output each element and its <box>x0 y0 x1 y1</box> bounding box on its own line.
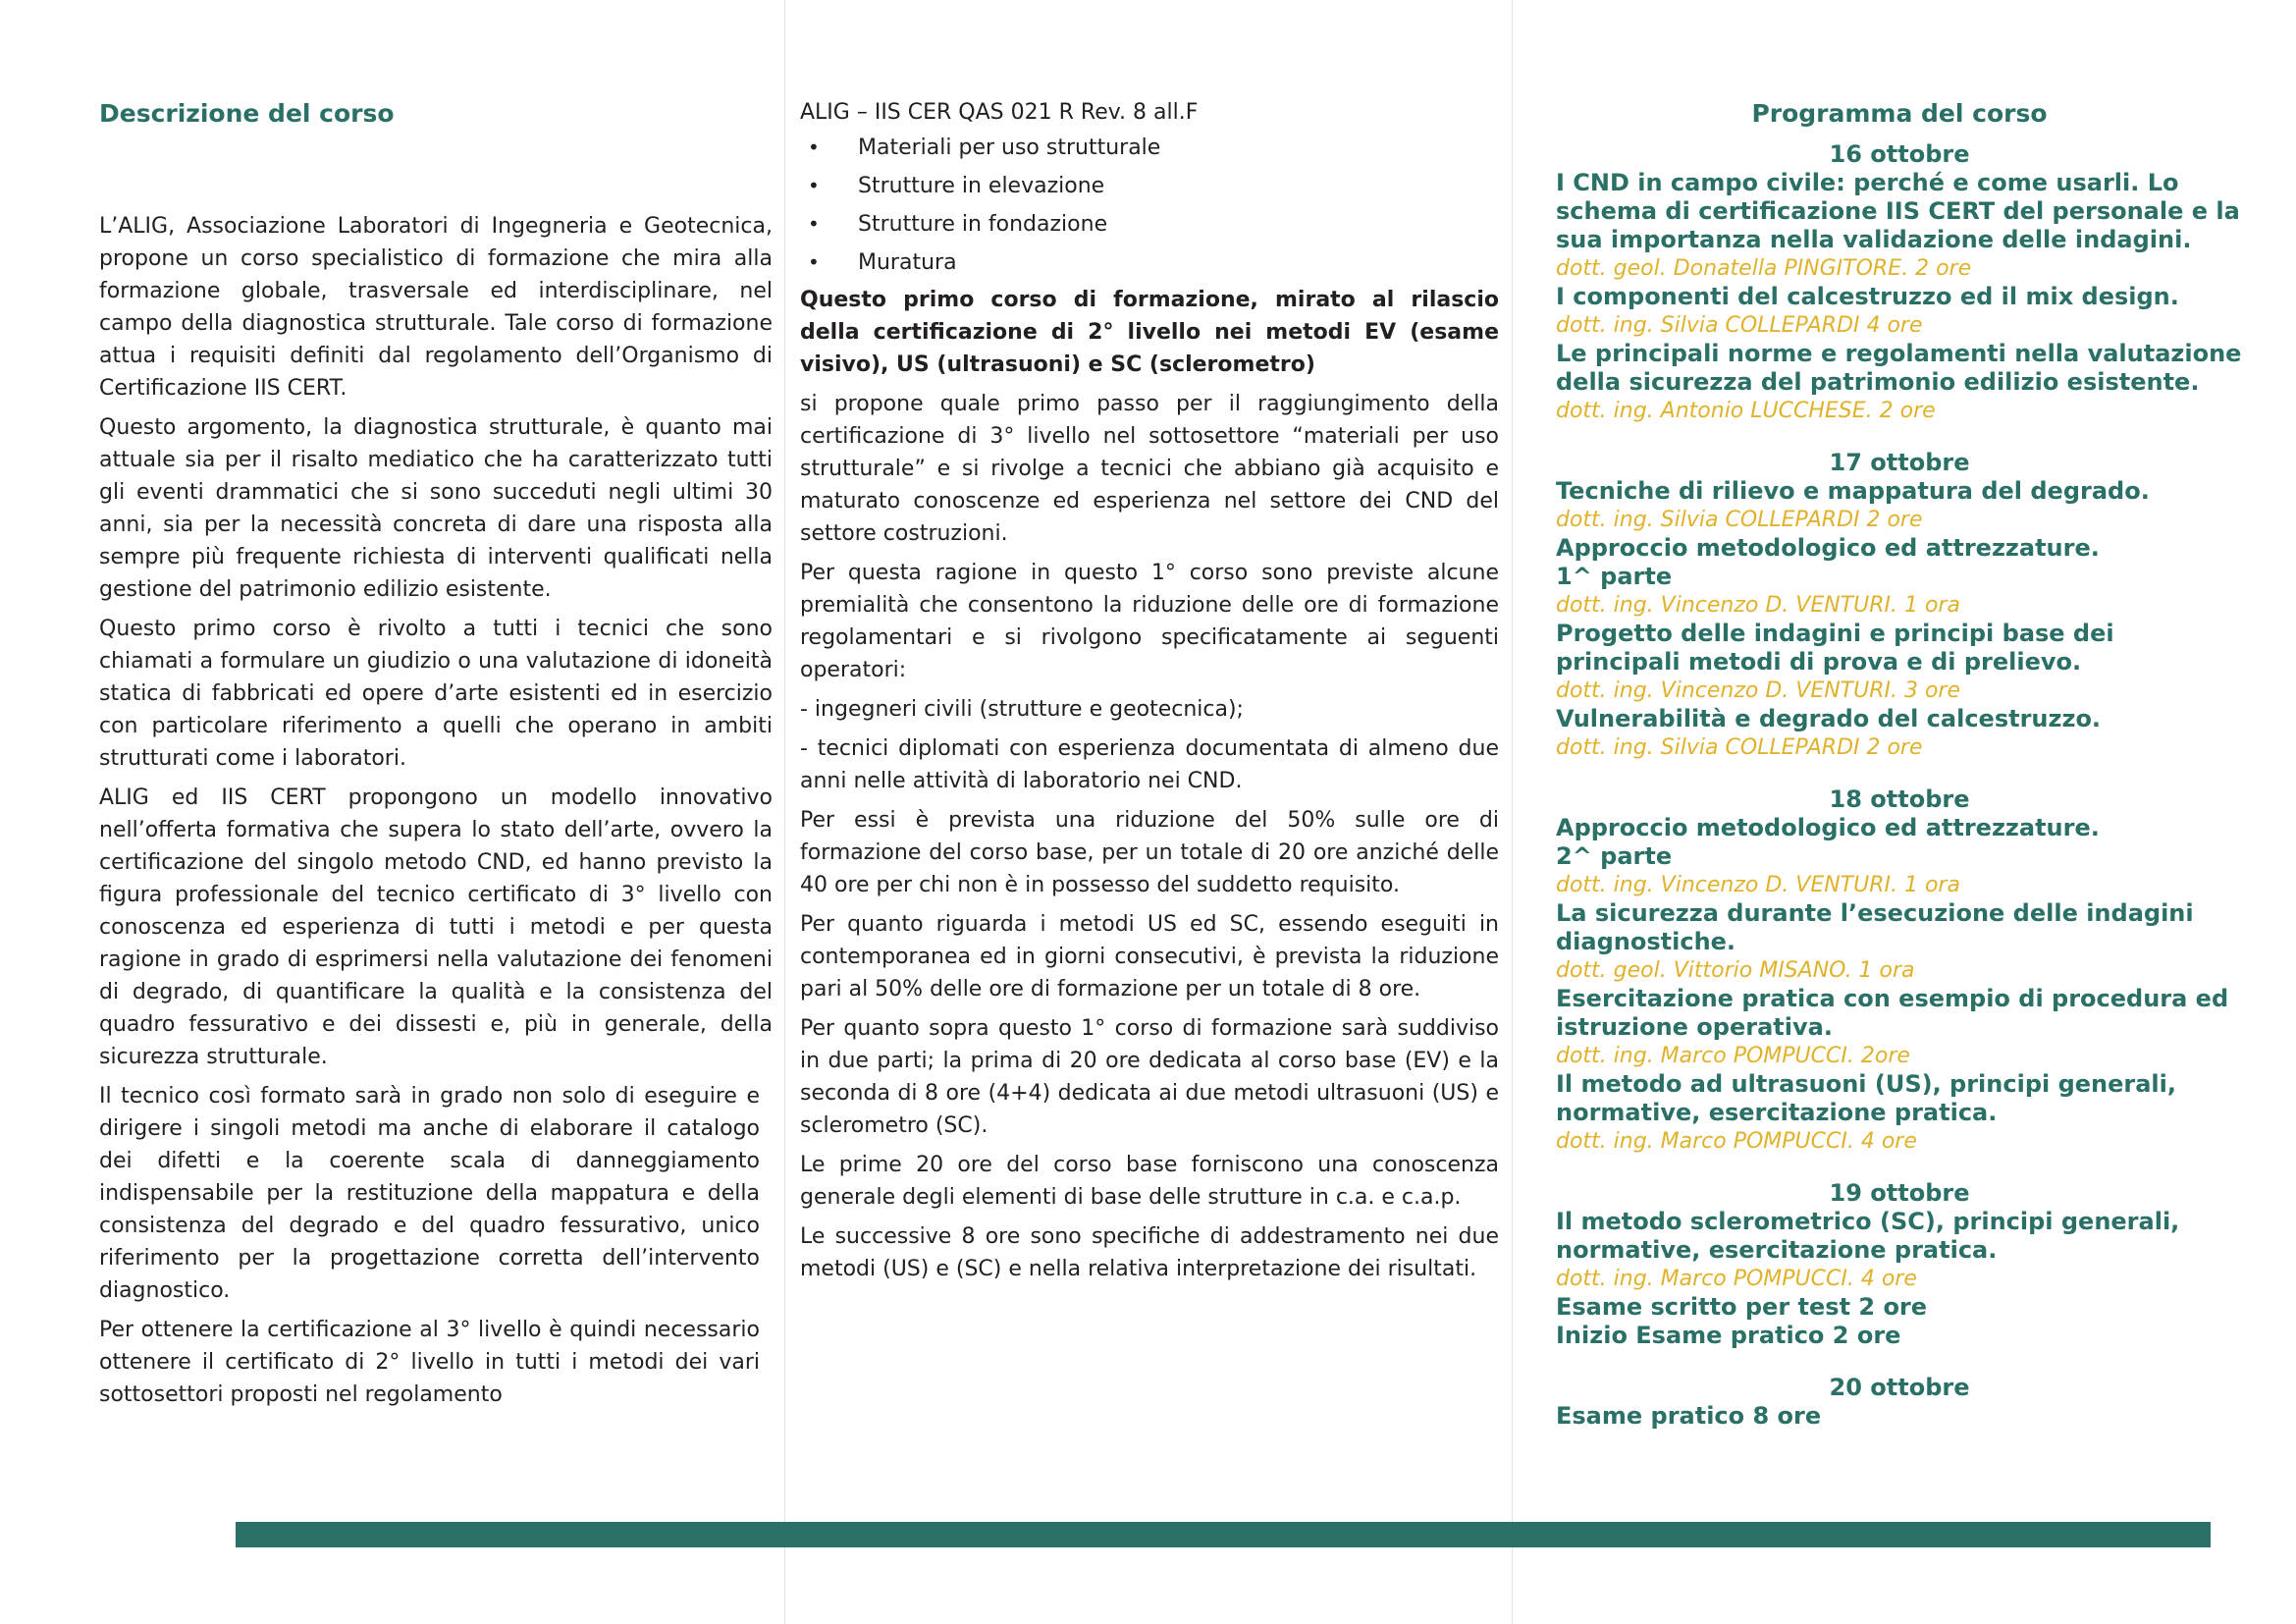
list-item-label: Strutture in elevazione <box>858 174 1105 198</box>
bullet-icon: • <box>808 250 820 274</box>
session-topic: Tecniche di rilievo e mappatura del degrado. <box>1556 477 2150 505</box>
session-speaker: dott. ing. Silvia COLLEPARDI 2 ore <box>1556 508 1923 532</box>
details-paragraph: si propone quale primo passo per il raggiungimento della certificazione di 3° livello nel sottosettore “materiali per uso strutturale” e si rivolge a tecnici che abbiano già acquisito e maturato conoscenze ed esperienza nel settore dei CND del settore costruzioni. <box>800 392 1499 546</box>
course-description-heading: Descrizione del corso <box>99 99 395 128</box>
bullet-icon: • <box>808 174 820 197</box>
list-item <box>800 129 1499 167</box>
session-topic: 1^ parte <box>1556 563 1673 590</box>
fold-line-left <box>784 0 785 1624</box>
session-topic: La sicurezza durante l’esecuzione delle indagini diagnostiche. <box>1556 899 2194 955</box>
details-paragraph: Per quanto sopra questo 1° corso di formazione sarà suddiviso in due parti; la prima di 20 ore dedicata al corso base (EV) e la seconda di 8 ore (4+4) dedicata ai due metodi ultrasuoni (US) e sclerometro (SC). <box>800 1016 1499 1138</box>
session-topic: I CND in campo civile: perché e come usarli. Lo schema di certificazione IIS CERT del personale e la sua importanza nella validazione delle indagini. <box>1556 169 2240 253</box>
session-speaker: dott. ing. Silvia COLLEPARDI 4 ore <box>1556 313 1923 338</box>
bullet-icon: • <box>808 135 820 159</box>
details-paragraph: Per quanto riguarda i metodi US ed SC, essendo eseguiti in contemporanea ed in giorni consecutivi, è prevista la riduzione pari al 50% delle ore di formazione per un totale di 8 ore. <box>800 912 1499 1001</box>
programme-day <box>1556 785 2243 1156</box>
session-topic: Esercitazione pratica con esempio di procedura ed istruzione operativa. <box>1556 985 2229 1041</box>
course-details-column <box>800 96 1499 1292</box>
list-item <box>800 205 1499 244</box>
programme-days <box>1556 140 2243 1431</box>
session-speaker: dott. ing. Antonio LUCCHESE. 2 ore <box>1556 399 1936 423</box>
day-date: 18 ottobre <box>1829 785 1970 813</box>
session-speaker: dott. ing. Marco POMPUCCI. 4 ore <box>1556 1267 1917 1291</box>
fold-line-right <box>1512 0 1513 1624</box>
description-paragraph: L’ALIG, Associazione Laboratori di Ingegneria e Geotecnica, propone un corso specialistico di formazione che mira alla formazione globale, trasversale ed interdisciplinare, nel campo della diagnostica strutturale. Tale corso di formazione attua i requisiti definiti dal regolamento dell’Organismo di Certificazione IIS CERT. <box>99 214 773 401</box>
session-speaker: dott. ing. Vincenzo D. VENTURI. 3 ore <box>1556 678 1961 703</box>
programme-day <box>1556 1179 2243 1350</box>
session-topic: 2^ parte <box>1556 842 1673 870</box>
programme-day <box>1556 449 2243 762</box>
session-speaker: dott. ing. Marco POMPUCCI. 4 ore <box>1556 1129 1917 1154</box>
description-paragraph: ALIG ed IIS CERT propongono un modello innovativo nell’offerta formativa che supera lo stato dell’arte, ovvero la certificazione del singolo metodo CND, ed hanno previsto la figura professionale del tecnico certificato di 3° livello con conoscenza ed esperienza di tutti i metodi e per questa ragione in grado di esprimersi nella valutazione dei fenomeni di degrado, di quantificare la qualità e la consistenza del quadro fessurativo e dei dissesti e, più in generale, della sicurezza strutturale. <box>99 785 773 1069</box>
programme-day <box>1556 1374 2243 1431</box>
course-programme-column <box>1556 96 2243 1454</box>
session-speaker: dott. ing. Silvia COLLEPARDI 2 ore <box>1556 735 1923 760</box>
details-paragraph: Per questa ragione in questo 1° corso sono previste alcune premialità che consentono la riduzione delle ore di formazione regolamentari e si rivolgono specificatamente ai seguenti operatori: <box>800 561 1499 682</box>
session-topic: Progetto delle indagini e principi base dei principali metodi di prova e di prelievo. <box>1556 620 2114 676</box>
session-topic: Le principali norme e regolamenti nella valutazione della sicurezza del patrimonio edilizio esistente. <box>1556 340 2242 396</box>
programme-day <box>1556 140 2243 425</box>
details-paragraph: - tecnici diplomati con esperienza documentata di almeno due anni nelle attività di laboratorio nei CND. <box>800 736 1499 793</box>
session-topic: Esame scritto per test 2 ore <box>1556 1293 1928 1321</box>
session-speaker: dott. geol. Donatella PINGITORE. 2 ore <box>1556 256 1972 281</box>
regulation-reference: ALIG – IIS CER QAS 021 R Rev. 8 all.F <box>800 100 1199 125</box>
day-date: 17 ottobre <box>1829 449 1970 476</box>
footer-accent-bar <box>236 1522 2211 1547</box>
list-item-label: Strutture in fondazione <box>858 212 1108 237</box>
day-date: 20 ottobre <box>1829 1374 1970 1401</box>
details-paragraph: - ingegneri civili (strutture e geotecnica); <box>800 697 1244 722</box>
course-objective-bold: Questo primo corso di formazione, mirato al rilascio della certificazione di 2° livello nei metodi EV (esame visivo), US (ultrasuoni) e SC (sclerometro) <box>800 288 1499 377</box>
list-item-label: Muratura <box>858 250 957 275</box>
session-topic: Inizio Esame pratico 2 ore <box>1556 1322 1901 1349</box>
bullet-icon: • <box>808 212 820 236</box>
description-paragraph: Questo argomento, la diagnostica strutturale, è quanto mai attuale sia per il risalto mediatico che ha caratterizzato tutti gli eventi drammatici che si sono succeduti negli ultimi 30 anni, sia per la necessità concreta di dare una risposta alla sempre più frequente richiesta di interventi qualificati nella gestione del patrimonio edilizio esistente. <box>99 415 773 602</box>
session-topic: Vulnerabilità e degrado del calcestruzzo. <box>1556 705 2102 732</box>
session-topic: Il metodo ad ultrasuoni (US), principi generali, normative, esercitazione pratica. <box>1556 1070 2177 1126</box>
details-paragraph: Le successive 8 ore sono specifiche di addestramento nei due metodi (US) e (SC) e nella relativa interpretazione dei risultati. <box>800 1224 1499 1281</box>
session-topic: Approccio metodologico ed attrezzature. <box>1556 534 2100 562</box>
list-item <box>800 244 1499 282</box>
session-topic: Approccio metodologico ed attrezzature. <box>1556 814 2100 841</box>
programme-title: Programma del corso <box>1751 99 2048 128</box>
session-speaker: dott. ing. Marco POMPUCCI. 2ore <box>1556 1044 1910 1068</box>
course-description-column <box>99 96 773 1418</box>
session-speaker: dott. ing. Vincenzo D. VENTURI. 1 ora <box>1556 593 1960 618</box>
session-topic: I componenti del calcestruzzo ed il mix design. <box>1556 283 2179 310</box>
session-topic: Esame pratico 8 ore <box>1556 1402 1822 1430</box>
description-paragraph: Il tecnico così formato sarà in grado non solo di eseguire e dirigere i singoli metodi ma anche di elaborare il catalogo dei difetti e la coerente scala di danneggiamento indispensabile per la restituzione della mappatura e della consistenza del degrado e del quadro fessurativo, unico riferimento per la progettazione corretta dell’intervento diagnostico. <box>99 1084 760 1303</box>
session-speaker: dott. geol. Vittorio MISANO. 1 ora <box>1556 958 1915 983</box>
day-date: 19 ottobre <box>1829 1179 1970 1207</box>
session-topic: Il metodo sclerometrico (SC), principi generali, normative, esercitazione pratica. <box>1556 1208 2180 1264</box>
details-paragraph: Per essi è prevista una riduzione del 50% sulle ore di formazione del corso base, per un totale di 20 ore anziché delle 40 ore per chi non è in possesso del suddetto requisito. <box>800 808 1499 897</box>
list-item <box>800 167 1499 205</box>
description-paragraph: Per ottenere la certificazione al 3° livello è quindi necessario ottenere il certificato di 2° livello in tutti i metodi dei vari sottosettori proposti nel regolamento <box>99 1318 760 1407</box>
subsector-list <box>800 129 1499 282</box>
session-speaker: dott. ing. Vincenzo D. VENTURI. 1 ora <box>1556 873 1960 897</box>
description-paragraph: Questo primo corso è rivolto a tutti i tecnici che sono chiamati a formulare un giudizio o una valutazione di idoneità statica di fabbricati ed opere d’arte esistenti ed in esercizio con particolare riferimento a quelli che operano in ambiti strutturati come i laboratori. <box>99 617 773 771</box>
list-item-label: Materiali per uso strutturale <box>858 135 1161 160</box>
day-date: 16 ottobre <box>1829 140 1970 168</box>
details-paragraph: Le prime 20 ore del corso base forniscono una conoscenza generale degli elementi di base delle strutture in c.a. e c.a.p. <box>800 1153 1499 1210</box>
